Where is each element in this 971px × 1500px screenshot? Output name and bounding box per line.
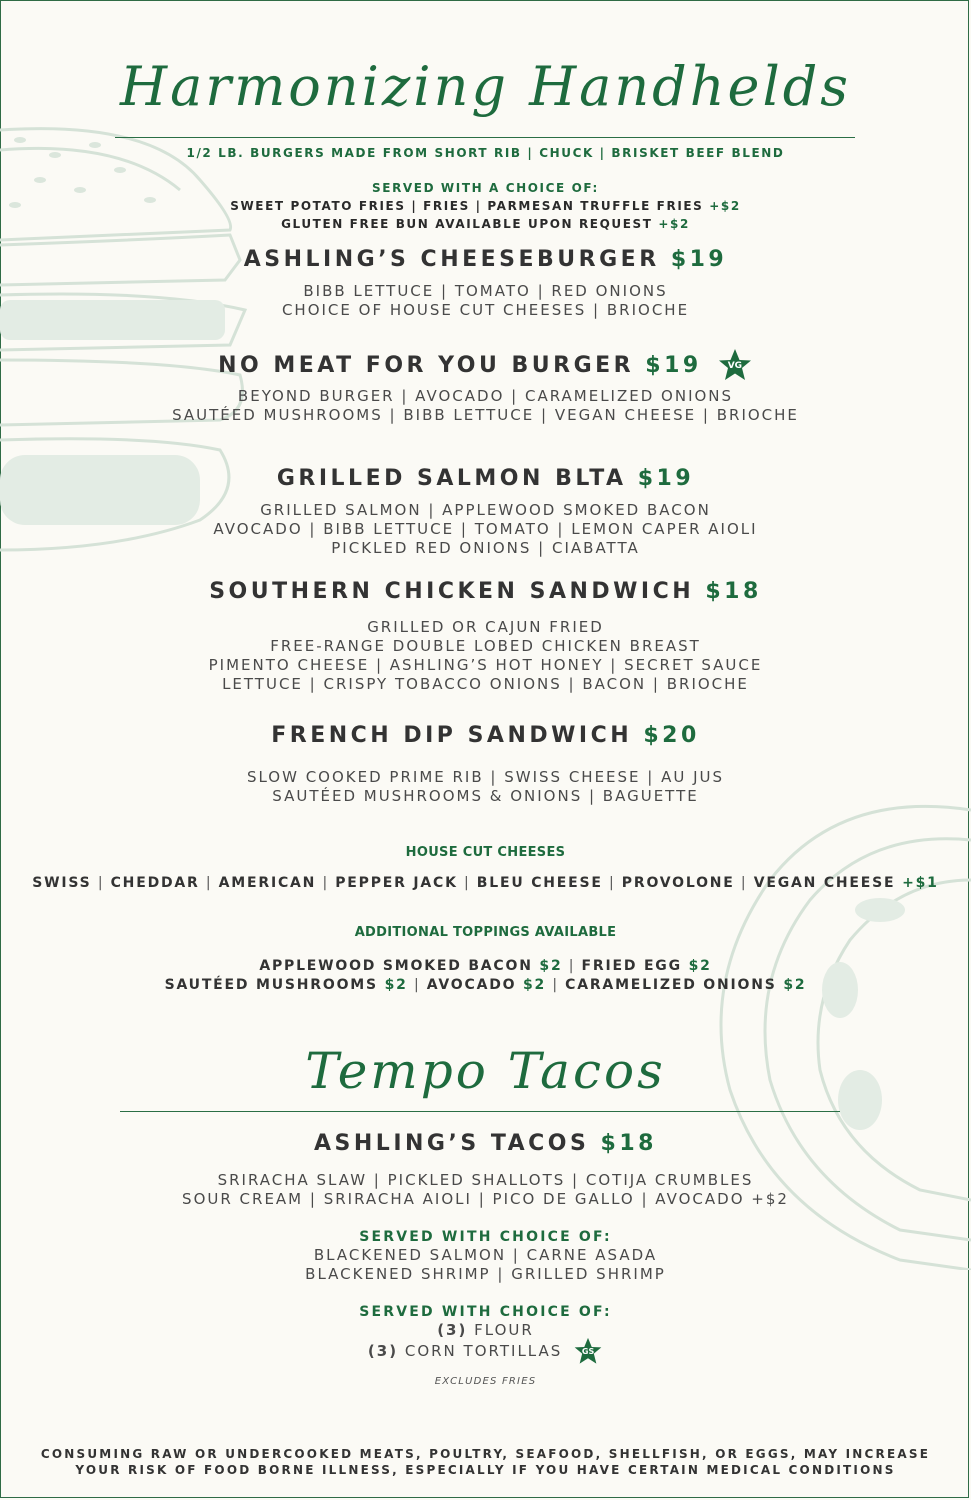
health-warning: CONSUMING RAW OR UNDERCOOKED MEATS, POULTRY, SEAFOOD, SHELLFISH, OR EGGS, MAY INCREASE [40, 1447, 931, 1461]
topping-name: SAUTÉED MUSHROOMS [164, 977, 378, 993]
cheeses-label: HOUSE CUT CHEESES [405, 845, 566, 860]
section-title-handhelds: Harmonizing Handhelds [119, 55, 851, 118]
served-label: SERVED WITH A CHOICE OF: [372, 181, 599, 195]
item-name: FRENCH DIP SANDWICH [271, 723, 633, 748]
cheese-option: PROVOLONE [621, 875, 735, 891]
cheese-option: BLEU CHEESE [476, 875, 603, 891]
gluten-free-text: GLUTEN FREE BUN AVAILABLE UPON REQUEST [281, 217, 653, 231]
topping-price: $2 [523, 977, 547, 993]
item-heading [0, 1130, 971, 1158]
topping-name: CARAMELIZED ONIONS [565, 977, 777, 993]
item-name: ASHLING’S TACOS [314, 1131, 590, 1156]
vegan-badge-label: VG [727, 361, 743, 371]
item-name: GRILLED SALMON BLTA [276, 466, 627, 491]
item-desc-line: GRILLED SALMON | APPLEWOOD SMOKED BACON [260, 501, 711, 519]
item-price: $18 [600, 1131, 657, 1156]
item-desc-line: PIMENTO CHEESE | ASHLING’S HOT HONEY | SECRET SAUCE [208, 656, 763, 674]
item-desc-line: PICKLED RED ONIONS | CIABATTA [331, 539, 640, 557]
cheese-option: SWISS [32, 875, 92, 891]
item-name: ASHLING’S CHEESEBURGER [243, 247, 660, 272]
topping-price: $2 [783, 977, 807, 993]
gluten-sensitive-badge-label: GS [581, 1346, 595, 1356]
topping-name: APPLEWOOD SMOKED BACON [259, 958, 533, 974]
health-warning: YOUR RISK OF FOOD BORNE ILLNESS, ESPECIALLY IF YOU HAVE CERTAIN MEDICAL CONDITIONS [75, 1463, 896, 1477]
item-name: SOUTHERN CHICKEN SANDWICH [209, 579, 695, 604]
item-heading [0, 465, 971, 493]
item-heading [0, 578, 971, 606]
item-price: $19 [637, 466, 695, 491]
item-desc-line: BEYOND BURGER | AVOCADO | CARAMELIZED ONIONS [237, 387, 734, 405]
topping-price: $2 [539, 958, 563, 974]
tortilla-count: (3) [367, 1342, 399, 1360]
title-underline [115, 137, 855, 138]
section-title-tacos: Tempo Tacos [305, 1042, 666, 1100]
topping-name: FRIED EGG [581, 958, 682, 974]
item-price: $19 [670, 247, 728, 272]
cheese-option: CHEDDAR [110, 875, 200, 891]
served-options-upcharge: +$2 [709, 199, 741, 213]
item-heading [0, 348, 971, 384]
cheese-option: PEPPER JACK [335, 875, 458, 891]
gluten-sensitive-badge-icon [573, 1337, 603, 1367]
item-desc-line: SAUTÉED MUSHROOMS | BIBB LETTUCE | VEGAN CHEESE | BRIOCHE [172, 406, 799, 424]
cheeses-list: SWISS | CHEDDAR | AMERICAN | PEPPER JACK | BLEU CHEESE | PROVOLONE | VEGAN CHEESE +$1 [32, 875, 939, 891]
protein-options: BLACKENED SHRIMP | GRILLED SHRIMP [305, 1265, 666, 1283]
gluten-free-upcharge: +$2 [658, 217, 690, 231]
item-heading [0, 722, 971, 750]
cheese-upcharge: +$1 [902, 875, 939, 891]
served-options [0, 197, 971, 216]
protein-options: BLACKENED SALMON | CARNE ASADA [313, 1246, 658, 1264]
item-desc-line: SRIRACHA SLAW | PICKLED SHALLOTS | COTIJA CRUMBLES [217, 1171, 754, 1189]
excludes-fries-note: EXCLUDES FRIES [434, 1376, 537, 1387]
tortilla-option [0, 1336, 971, 1367]
vegan-badge-icon [717, 348, 753, 384]
topping-name: AVOCADO [426, 977, 517, 993]
item-price: $19 [645, 353, 702, 378]
tacos-title-underline [120, 1111, 840, 1112]
toppings-line: SAUTÉED MUSHROOMS $2 | AVOCADO $2 | CARAMELIZED ONIONS $2 [164, 977, 807, 993]
topping-price: $2 [688, 958, 712, 974]
topping-price: $2 [384, 977, 408, 993]
item-name: NO MEAT FOR YOU BURGER [218, 353, 635, 378]
tortilla-name: FLOUR [474, 1321, 534, 1339]
item-desc-line: LETTUCE | CRISPY TOBACCO ONIONS | BACON | BRIOCHE [222, 675, 749, 693]
item-desc-line: CHOICE OF HOUSE CUT CHEESES | BRIOCHE [281, 301, 690, 319]
burger-subtitle: 1/2 LB. BURGERS MADE FROM SHORT RIB | CHUCK | BRISKET BEEF BLEND [186, 146, 785, 160]
toppings-line: APPLEWOOD SMOKED BACON $2 | FRIED EGG $2 [259, 958, 712, 974]
item-desc-line: BIBB LETTUCE | TOMATO | RED ONIONS [303, 282, 668, 300]
item-price: $20 [643, 723, 700, 748]
tortilla-name: CORN TORTILLAS [404, 1342, 563, 1360]
cheese-option: VEGAN CHEESE [753, 875, 896, 891]
item-desc-line: AVOCADO | BIBB LETTUCE | TOMATO | LEMON CAPER AIOLI [213, 520, 758, 538]
item-heading [0, 246, 971, 274]
item-price: $18 [705, 579, 762, 604]
gluten-free-note [0, 215, 971, 234]
choice-label: SERVED WITH CHOICE OF: [359, 1304, 612, 1320]
item-desc-line: SLOW COOKED PRIME RIB | SWISS CHEESE | AU JUS [246, 768, 725, 786]
served-options-text: SWEET POTATO FRIES | FRIES | PARMESAN TRUFFLE FRIES [230, 199, 704, 213]
choice-label: SERVED WITH CHOICE OF: [359, 1229, 612, 1245]
item-desc-line: FREE-RANGE DOUBLE LOBED CHICKEN BREAST [270, 637, 701, 655]
item-desc-line: SOUR CREAM | SRIRACHA AIOLI | PICO DE GALLO | AVOCADO +$2 [182, 1190, 789, 1208]
toppings-label: ADDITIONAL TOPPINGS AVAILABLE [354, 925, 617, 940]
tortilla-count: (3) [437, 1321, 468, 1339]
item-desc-line: GRILLED OR CAJUN FRIED [367, 618, 604, 636]
item-desc-line: SAUTÉED MUSHROOMS & ONIONS | BAGUETTE [272, 787, 699, 805]
cheese-option: AMERICAN [218, 875, 317, 891]
